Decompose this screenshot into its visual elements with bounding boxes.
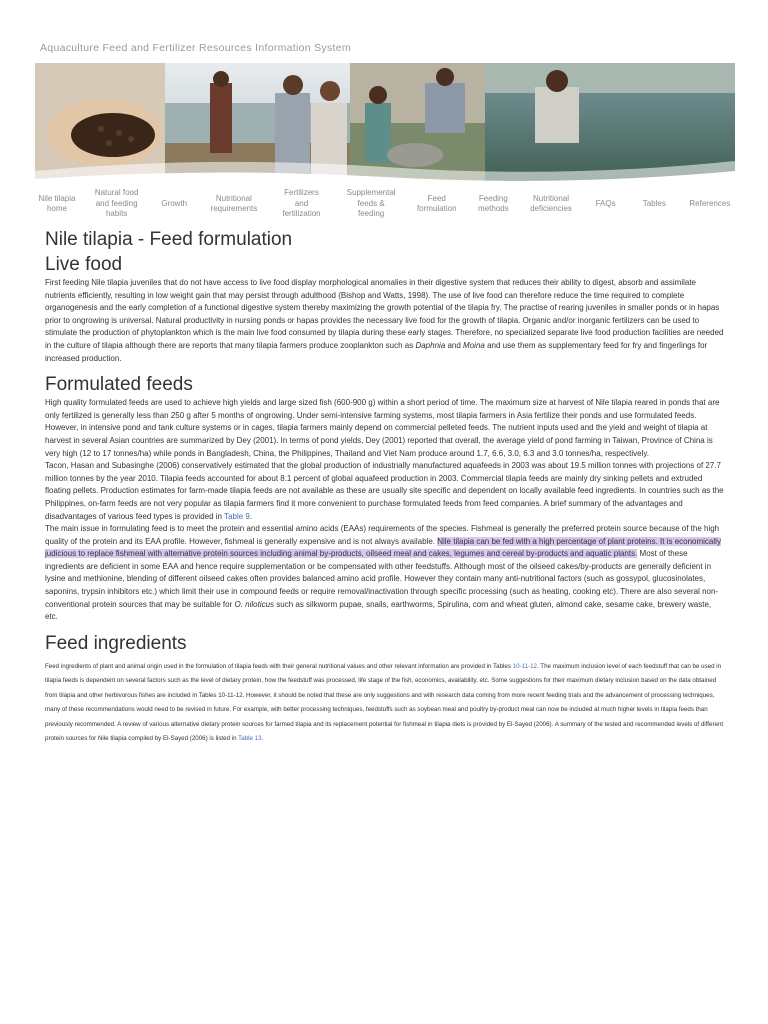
nav-nutritional-requirements[interactable]: Nutritional requirements [210, 193, 258, 213]
nav-fertilizers[interactable]: Fertilizers and fertilization [282, 188, 321, 219]
paragraph-formulated-3 [45, 523, 725, 624]
text-species-name: O. niloticus [234, 599, 275, 609]
text-segment: such as silkworm pupae, snails, earthworms, Spirulina, corn and wheat gluten, almond cake, sesame cake, brewery waste, etc. [45, 599, 712, 622]
text-segment: First feeding Nile tilapia juveniles that do not have access to live food display morphological anomalies in their digestive system that reduces their ability to digest, absorb and assimilate nutrients efficiently, resulting in low weight gain that may persist through adulthood (Bishop and Watts, 1998). The use of live food can therefore reduce the time required to complete organogenesis and the early completion of a functional digestive system thereby maximizing the growth potential of the tilapia fry. The practise of rearing juveniles in smaller ponds or in hapas prior to ongrowing is universal. Natural productivity in nursing ponds or hapas provides the necessary live food for the growth of tilapia. Organic and/or inorganic fertilizers can be used to stimulate the production of phytoplankton which is the main live food consumed by tilapia during these early stages. Therefore, no specialized separate live food production facilities are needed in the culture of tilapia although there are reports that many tilapia farmers produce zooplankton such as [45, 278, 724, 350]
nav-feed-formulation[interactable]: Feed formulation [416, 193, 457, 213]
nav-tables[interactable]: Tables [642, 198, 666, 208]
text-segment: . [249, 511, 253, 521]
text-daphnia: Daphnia [415, 340, 446, 350]
nav-faqs[interactable]: FAQs [595, 198, 616, 208]
page-title: Nile tilapia - Feed formulation [45, 229, 293, 250]
text-segment: The main issue in formulating feed is to meet the protein and essential amino acids (EAAs) requirements of the species. Fishmeal is generally the preferred protein source because of the high quality of the protein and its EAA profile. However, fishmeal is generally expensive and is not always available. [45, 524, 720, 546]
link-tables-10-11-12[interactable]: 10-11-12 [512, 662, 537, 670]
highlighted-text: Nile tilapia can be fed with a high percentage of plant proteins. It is economically judicious to replace fishmeal with alternative protein sources including animal by-products, oilseed meal and cakes, legumes and cereal by-products and aquatic plants. [45, 536, 721, 559]
nav-natural-food[interactable]: Natural food and feeding habits [94, 188, 139, 219]
paragraph-live-food [45, 277, 725, 365]
nav-feeding-methods[interactable]: Feeding methods [478, 193, 509, 213]
paragraph-ingredients [45, 660, 725, 747]
text-moina: Moina [463, 340, 485, 350]
nav-growth[interactable]: Growth [161, 198, 188, 208]
text-segment: Most of these ingredients are deficient in some EAA and hence require supplementation or be compensated with other feedstuffs. Although most of the oilseed cakes/by-products are generally deficient in lysine and methionine, blending of different oilseed cakes often provides balanced amino acid profile. However they contain many anti-nutritional factors (such as gossypol, glucosinolates, saponins, trypsin inhibitors etc.) which limit their use in compound feeds or require removal/inactivation through specific processing (such as heating, cooking etc). There are also several non-conventional protein sources that may be suitable for [45, 549, 719, 609]
banner-photo [35, 63, 735, 185]
heading-formulated-feeds: Formulated feeds [45, 374, 193, 396]
text-segment: and [445, 340, 464, 350]
text-segment: . [261, 735, 264, 743]
text-segment: and use them as supplementary feed for fry and fingerlings for increased production. [45, 340, 708, 363]
link-table-13[interactable]: Table 13 [238, 735, 262, 743]
text-segment: Tacon, Hasan and Subasinghe (2006) conservatively estimated that the global production of industrially manufactured aquafeeds in 2003 was about 19.5 million tonnes with projections of 27.7 million tonnes by the year 2010. Tilapia feeds accounted for about 8.1 percent of global aquafeed production in 2003. Commercial tilapia feeds are mainly dry sinking pellets and extruded floating pellets. Production estimates for farm-made tilapia feeds are not available as these are usually site specific and dependent on locally available feed ingredients. In countries such as the Philippines, on-farm feeds are not very popular as tilapia farmers find it more convenient to purchase formulated feeds from feed companies. A brief summary of the advantages and disadvantages of various feed types is provided in [45, 461, 724, 521]
nav-references[interactable]: References [689, 198, 731, 208]
nav-supplemental[interactable]: Supplemental feeds & feeding [346, 188, 396, 219]
heading-live-food: Live food [45, 254, 123, 275]
text-segment: . The maximum inclusion level of each feedstuff that can be used in tilapia feeds is dependent on several factors such as the level of dietary protein, how the feedstuff was processed, life stage of the fish, economics, availability, etc. Some suggestions for their maximum dietary inclusion based on the data obtained from tilapia and other herbivorous fishes are included in Tables 10-11-12. However, it should be noted that these are only suggestions and with research data coming from more recent feeding trials and the advancement of processing techniques, many of these recommendations would need to be revised in future. For example, with better processing techniques, feedstuffs such as soybean meal and poultry by-product meal can now be included at much higher levels in tilapia feeds than previously recommended. A review of various alternative dietary protein sources for farmed tilapia and its replacement potential for fishmeal in tilapia diets is provided by El-Sayed (2006). A summary of the tested and recommended levels of different protein sources for Nile tilapia compiled by El-Sayed (2006) is listed in [45, 662, 724, 743]
paragraph-formulated-2 [45, 460, 725, 523]
main-nav [35, 186, 735, 222]
main-content [45, 228, 725, 747]
link-table-9[interactable]: Table 9 [224, 511, 250, 521]
site-title: Aquaculture Feed and Fertilizer Resources Information System [40, 42, 351, 54]
heading-feed-ingredients: Feed ingredients [45, 632, 187, 654]
nav-nutritional-deficiencies[interactable]: Nutritional deficiencies [530, 193, 572, 213]
paragraph-formulated-1: High quality formulated feeds are used to achieve high yields and large sized fish (600-900 g) within a short period of time. The maximum size at harvest of Nile tilapia reared in ponds that are only fertilized is generally less than 250 g after 5 months of ongrowing. Under semi-intensive farming systems, most tilapia farmers in Asia fertilize their ponds and use formulated feeds. However, in intensive pond and tank culture systems or in cages, tilapia farmers mainly depend on commercial pelleted feeds. The nutrient inputs used and the yield and weight of tilapia at harvest in several Asian countries are summarized by Dey (2001). In terms of pond yields, Dey (2001) reported that overall, the average yield of pond farming in Taiwan, Province of China is very high (12 to 17 tonnes/ha) while ponds in Bangladesh, China, the Philippines, Thailand and Viet Nam produce around 1.7, 6.6, 3.0, 6.3 and 3.0 tonnes/ha, respectively. [45, 398, 720, 458]
nav-home[interactable]: Nile tilapia home [38, 193, 76, 213]
text-segment: Feed ingredients of plant and animal origin used in the formulation of tilapia feeds with their general nutritional values and other relevant information are provided in Tables [45, 662, 513, 670]
